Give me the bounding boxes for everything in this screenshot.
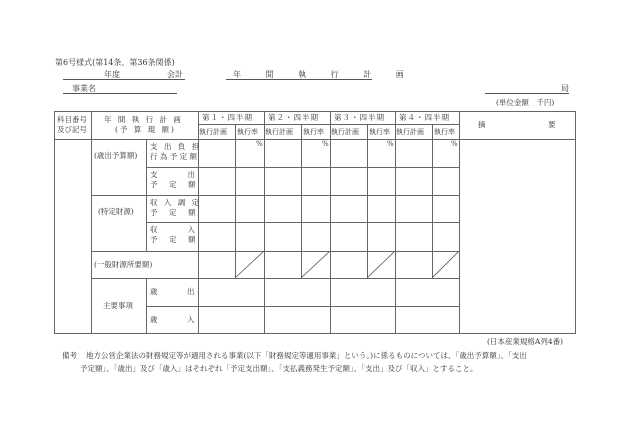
q3-rate-percent: %: [387, 140, 394, 148]
row-general-revenue: (一般財源所要額): [94, 260, 153, 269]
diagonal-slash-q3: [367, 251, 395, 278]
row-revenue-planned: 収 入 予 定 額: [150, 225, 200, 244]
row-line: [146, 306, 459, 307]
header-q2-rate: 執行率: [303, 128, 324, 136]
header-q2: 第２・四半期: [268, 113, 319, 122]
fiscal-year-label: 年度: [104, 70, 120, 79]
row-line: [146, 167, 459, 168]
row-line: [91, 278, 459, 279]
row-line: [146, 222, 459, 223]
row-main-items: 主要事項: [103, 301, 133, 310]
row-expenditure-budget: (歳出予算額): [94, 151, 138, 160]
header-q4: 第４・四半期: [399, 113, 450, 122]
unit-note: (単位金額 千円): [496, 98, 555, 107]
remarks-line-1: 地方公営企業法の財務規定等が適用される事業(以下「財務規定等適用事業」という。)に係るものについては、「歳出予算額」、「支出: [86, 351, 527, 360]
diagonal-slash-q1: [235, 251, 264, 278]
q2-rate-percent: %: [322, 140, 329, 148]
header-annual-plan: 年 間 執 行 計 画 (予 算 現 額): [104, 115, 183, 134]
row-expenditure-planned: 支 出 予 定 額: [150, 170, 200, 189]
header-q1: 第１・四半期: [202, 113, 253, 122]
accounting-label: 会計: [167, 70, 183, 79]
row-line: [198, 124, 459, 125]
business-name-label: 事業名: [72, 84, 96, 93]
remarks-label: 備考: [62, 351, 77, 360]
row-expenditure-label-2: 出: [187, 287, 195, 296]
header-q4-rate: 執行率: [434, 128, 455, 136]
diagonal-slash-q2: [301, 251, 330, 278]
header-q4-plan: 執行計画: [396, 128, 424, 136]
row-line: [54, 139, 576, 140]
header-q3-rate: 執行率: [369, 128, 390, 136]
form-number: 第6号様式(第14条、第36条関係): [55, 58, 175, 67]
department-label: 局: [561, 84, 569, 93]
header-q3: 第３・四半期: [334, 113, 385, 122]
document-title: 年 間 執 行 計 画: [233, 70, 415, 79]
row-line: [91, 195, 459, 196]
header-q1-plan: 執行計画: [199, 128, 227, 136]
row-revenue-label-1: 歳: [150, 315, 158, 324]
q1-rate-percent: %: [256, 140, 263, 148]
remarks-line-2: 予定額」、「歳出」及び「歳入」はそれぞれ「予定支出額」、「支払義務発生予定額」、「支出」及び「収入」とすること。: [80, 364, 478, 373]
col-line: [459, 111, 460, 334]
header-account-code: 科目番号 及び記号: [57, 115, 87, 134]
row-revenue-label-2: 入: [187, 315, 195, 324]
row-line: [91, 251, 459, 252]
header-q1-rate: 執行率: [237, 128, 258, 136]
business-name-underline: [63, 93, 177, 94]
header-q2-plan: 執行計画: [265, 128, 293, 136]
title-underline: [226, 79, 372, 80]
q4-rate-percent: %: [451, 140, 458, 148]
diagonal-slash-q4: [432, 251, 459, 278]
department-underline: [485, 93, 569, 94]
header-remarks-1: 摘: [478, 120, 486, 129]
header-q3-plan: 執行計画: [331, 128, 359, 136]
fiscal-year-underline: [63, 79, 185, 80]
col-line: [91, 111, 92, 334]
row-specific-revenue: (特定財源): [98, 207, 134, 216]
paper-standard-note: (日本産業規格A列4番): [487, 337, 564, 346]
row-expenditure-commitment: 支 出 負 担 行 為 予 定 額: [150, 142, 202, 161]
row-revenue-assessment: 収 入 調 定 予 定 額: [150, 198, 202, 217]
row-expenditure-label-1: 歳: [150, 287, 158, 296]
header-remarks-2: 要: [548, 120, 556, 129]
